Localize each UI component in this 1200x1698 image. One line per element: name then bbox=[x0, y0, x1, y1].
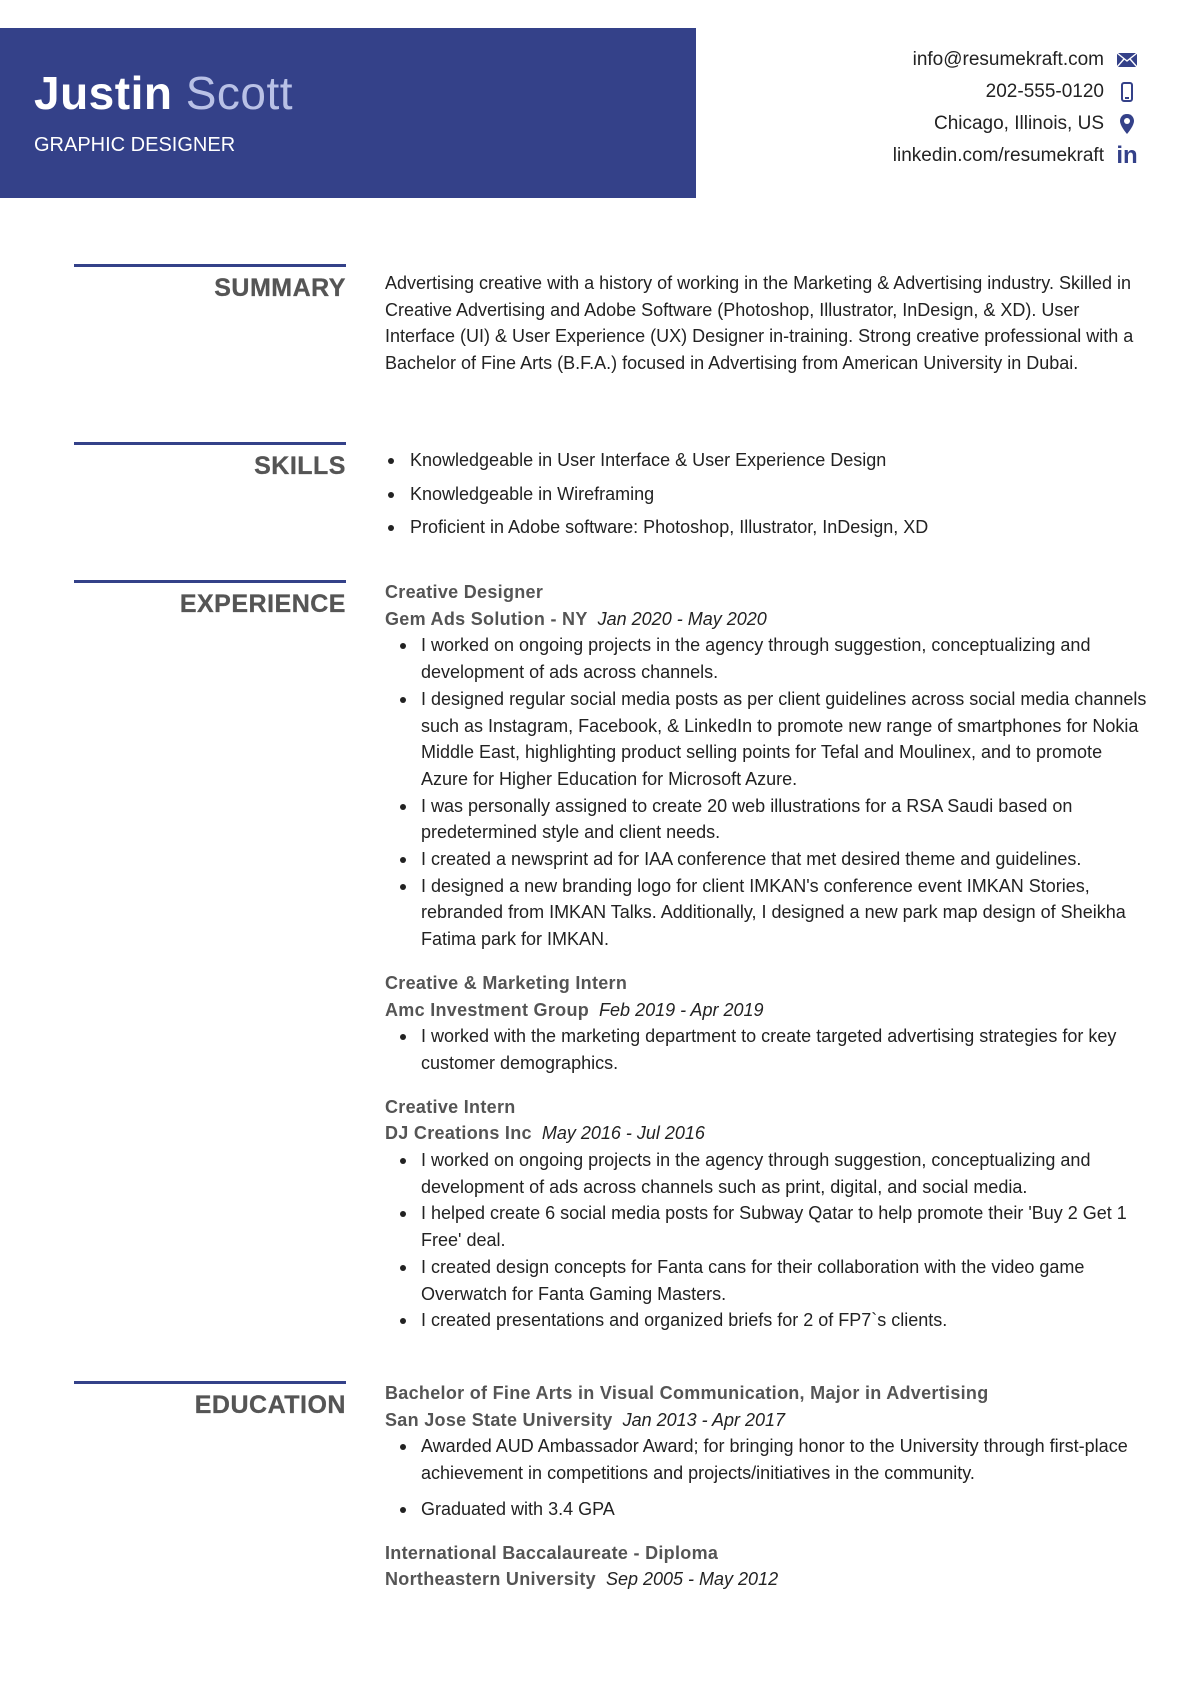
job-bullet: I designed regular social media posts as per client guidelines across social media channels such as Instagram, Facebook, & LinkedIn to promote new range of smartphones for Nokia Middle East, highlighting product selling points for Tefal and Moulinex, and to promote Azure for Higher Education for Microsoft Azure. bbox=[385, 686, 1150, 793]
education-bullet: Awarded AUD Ambassador Award; for bringing honor to the University through first-place achievement in competitions and projects/initiatives in the community. bbox=[385, 1433, 1150, 1486]
degree: International Baccalaureate - Diploma bbox=[385, 1542, 719, 1563]
skill-item: Knowledgeable in User Interface & User Experience Design bbox=[385, 447, 1150, 474]
full-name bbox=[34, 66, 293, 120]
company: Amc Investment Group bbox=[385, 999, 590, 1020]
contact-text: 202-555-0120 bbox=[985, 81, 1104, 102]
dates: Jan 2013 - Apr 2017 bbox=[622, 1409, 786, 1430]
section-heading: SUMMARY bbox=[214, 274, 346, 302]
linkedin-icon: in bbox=[1116, 142, 1138, 169]
degree: Bachelor of Fine Arts in Visual Communication, Major in Advertising bbox=[385, 1383, 989, 1403]
education-bullet: Graduated with 3.4 GPA bbox=[385, 1496, 1150, 1523]
location-pin-icon bbox=[1114, 113, 1140, 135]
skill-item: Proficient in Adobe software: Photoshop, Illustrator, InDesign, XD bbox=[385, 514, 1150, 541]
job-bullet: I created a newsprint ad for IAA conference that met desired theme and guidelines. bbox=[385, 846, 1150, 873]
job-title: Creative Designer bbox=[385, 582, 544, 602]
contact-text: Chicago, Illinois, US bbox=[933, 113, 1104, 134]
job-entry bbox=[385, 579, 1150, 953]
dates: Jan 2020 - May 2020 bbox=[597, 608, 767, 629]
section-divider bbox=[74, 442, 346, 445]
section-divider bbox=[74, 580, 346, 583]
company: Gem Ads Solution - NY bbox=[385, 608, 588, 629]
section-heading: EDUCATION bbox=[194, 1391, 346, 1419]
section-heading: EXPERIENCE bbox=[179, 590, 346, 618]
contact-text: info@resumekraft.com bbox=[912, 49, 1104, 70]
job-bullet: I helped create 6 social media posts for Subway Qatar to help promote their 'Buy 2 Get 1 Free' deal. bbox=[385, 1200, 1150, 1253]
last-name: Scott bbox=[185, 67, 294, 119]
education-entry bbox=[385, 1540, 1150, 1593]
education-list bbox=[385, 1380, 1150, 1610]
dates: May 2016 - Jul 2016 bbox=[541, 1123, 705, 1144]
contact-linkedin[interactable] bbox=[893, 140, 1140, 172]
dates: Feb 2019 - Apr 2019 bbox=[599, 999, 764, 1020]
section-heading: SKILLS bbox=[254, 452, 346, 480]
job-bullet: I created presentations and organized briefs for 2 of FP7`s clients. bbox=[385, 1307, 1150, 1334]
contact-phone[interactable] bbox=[893, 76, 1140, 108]
job-bullet: I worked on ongoing projects in the agency through suggestion, conceptualizing and development of ads across channels such as print, digital, and social media. bbox=[385, 1147, 1150, 1200]
skills-list bbox=[385, 447, 1150, 548]
section-divider bbox=[74, 1381, 346, 1384]
job-bullet: I designed a new branding logo for client IMKAN's conference event IMKAN Stories, rebranded from IMKAN Talks. Additionally, I designed a new park map design of Sheikha Fatima park for IMKAN. bbox=[385, 873, 1150, 953]
envelope-icon bbox=[1114, 52, 1140, 68]
header-banner bbox=[0, 28, 696, 198]
contact-location bbox=[893, 108, 1140, 140]
summary-text: Advertising creative with a history of working in the Marketing & Advertising industry. Skilled in Creative Advertising and Adobe Software (Photoshop, Illustrator, InDesign, & XD). User Interface (UI) & User Experience (UX) Designer in-training. Strong creative professional with a Bachelor of Fine Arts (B.F.A.) focused in Advertising from American University in Dubai. bbox=[385, 273, 1134, 374]
job-title: GRAPHIC DESIGNER bbox=[34, 134, 236, 156]
job-entry bbox=[385, 1094, 1150, 1334]
job-title: Creative & Marketing Intern bbox=[385, 972, 628, 993]
contact-text: linkedin.com/resumekraft bbox=[892, 145, 1104, 166]
experience-list bbox=[385, 579, 1150, 1351]
job-entry bbox=[385, 970, 1150, 1077]
job-bullet: I created design concepts for Fanta cans for their collaboration with the video game Overwatch for Fanta Gaming Masters. bbox=[385, 1254, 1150, 1307]
education-entry bbox=[385, 1380, 1150, 1523]
job-bullet: I worked on ongoing projects in the agency through suggestion, conceptualizing and development of ads across channels. bbox=[385, 632, 1150, 685]
company: DJ Creations Inc bbox=[385, 1123, 532, 1144]
phone-icon bbox=[1114, 82, 1140, 102]
school: San Jose State University bbox=[385, 1409, 613, 1430]
dates: Sep 2005 - May 2012 bbox=[605, 1569, 779, 1590]
job-title: Creative Intern bbox=[385, 1096, 516, 1117]
first-name: Justin bbox=[34, 67, 173, 119]
job-bullet: I was personally assigned to create 20 web illustrations for a RSA Saudi based on predetermined style and client needs. bbox=[385, 793, 1150, 846]
skill-item: Knowledgeable in Wireframing bbox=[385, 481, 1150, 508]
contact-list bbox=[893, 44, 1140, 172]
job-bullet: I worked with the marketing department to create targeted advertising strategies for key customer demographics. bbox=[385, 1023, 1150, 1076]
school: Northeastern University bbox=[385, 1569, 596, 1590]
section-divider bbox=[74, 264, 346, 267]
contact-email[interactable] bbox=[893, 44, 1140, 76]
